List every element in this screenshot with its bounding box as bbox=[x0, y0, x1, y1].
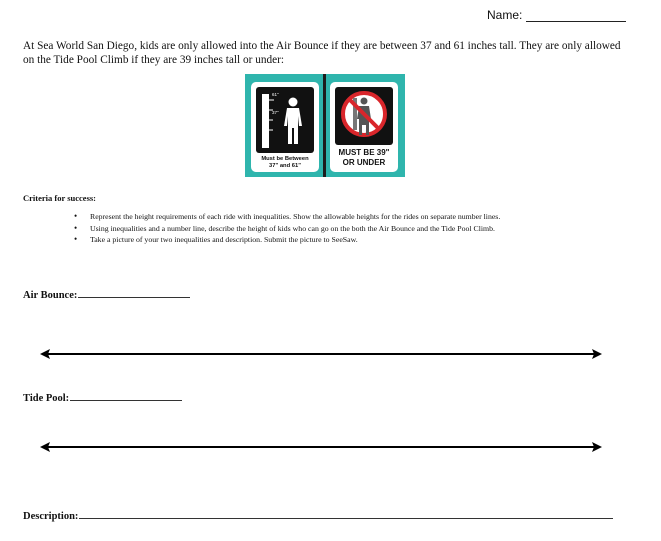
tide-pool-blank[interactable] bbox=[70, 390, 182, 401]
air-bounce-sign bbox=[251, 82, 319, 172]
air-bounce-number-line[interactable] bbox=[40, 348, 602, 360]
ride-signs-graphic bbox=[245, 74, 405, 177]
description-blank[interactable] bbox=[79, 508, 613, 519]
sign-caption-between: Must be Between bbox=[261, 156, 309, 162]
sign-caption-range: 37" and 61" bbox=[269, 163, 301, 169]
description-label: Description: bbox=[23, 511, 79, 522]
criteria-item: • Represent the height requirements of each ride with inequalities. Show the allowable heights for the rides on separate number lines. bbox=[72, 211, 500, 223]
name-label: Name: bbox=[487, 8, 523, 22]
tide-pool-field bbox=[23, 390, 182, 404]
criteria-heading: Criteria for success: bbox=[23, 193, 97, 203]
intro-paragraph: At Sea World San Diego, kids are only allowed into the Air Bounce if they are between 37 and 61 inches tall. They are only allowed on the Tide Pool Climb if they are 39 inches tall or under: bbox=[23, 40, 621, 66]
criteria-list bbox=[72, 211, 500, 246]
sign-caption-max: MUST BE 39" bbox=[338, 148, 390, 157]
criteria-item: • Using inequalities and a number line, describe the height of kids who can go on the both the Air Bounce and the Tide Pool Climb. bbox=[72, 223, 500, 235]
air-bounce-blank[interactable] bbox=[78, 287, 190, 298]
name-field bbox=[487, 8, 626, 22]
mark-61: 61" bbox=[272, 92, 279, 97]
ride-signs-image bbox=[245, 74, 405, 177]
sign-caption-under: OR UNDER bbox=[342, 158, 386, 167]
mark-37: 37" bbox=[272, 110, 279, 115]
name-blank[interactable] bbox=[526, 9, 626, 22]
criteria-item: • Take a picture of your two inequalities and description. Submit the picture to SeeSaw. bbox=[72, 234, 500, 246]
tide-pool-sign bbox=[330, 82, 398, 172]
tide-pool-label: Tide Pool: bbox=[23, 393, 70, 404]
description-field bbox=[23, 508, 613, 522]
air-bounce-field bbox=[23, 287, 190, 301]
tide-pool-number-line[interactable] bbox=[40, 441, 602, 453]
air-bounce-label: Air Bounce: bbox=[23, 290, 78, 301]
